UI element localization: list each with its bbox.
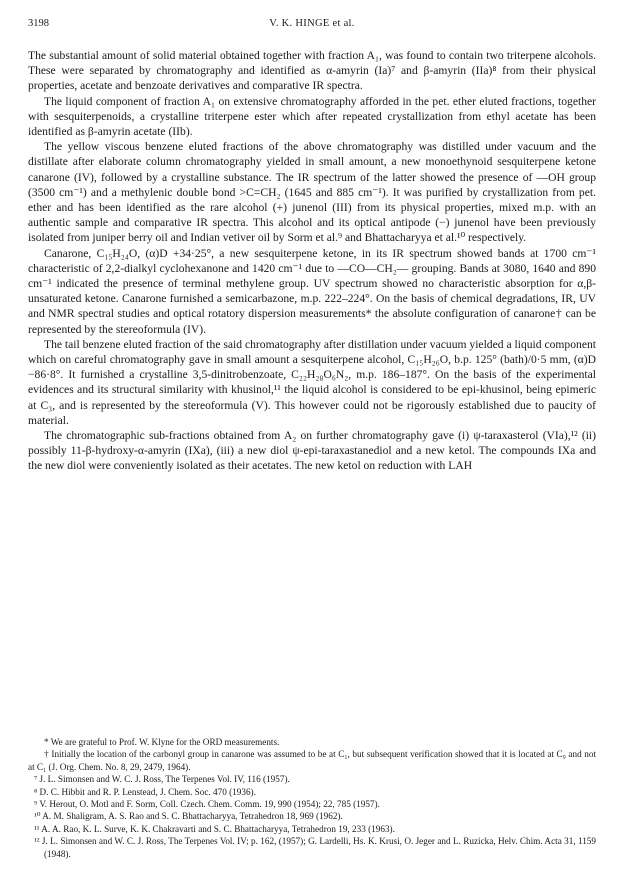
reference-10: ¹⁰ A. M. Shaligram, A. S. Rao and S. C. Bhattacharyya, Tetrahedron 18, 969 (1962).	[34, 811, 343, 822]
paragraph-1: The substantial amount of solid material obtained together with fraction A₁, was found to contain two triterpene alcohols. These were separated by chromatography and identified as α-amyrin (Ia)⁷ and β-amyrin (IIa)⁸ from their physical properties, acetate and benzoate derivatives and comparative IR spectra.	[28, 49, 596, 93]
article-body	[28, 48, 596, 474]
footnote-carbonyl: † Initially the location of the carbonyl group in canarone was assumed to be at C₁, but subsequent verification showed that it is located at C₉ and not at C₁ (J. Org. Chem. No. 8, 29, 2479, 1964).	[28, 749, 596, 772]
running-title: V. K. HINGE et al.	[269, 18, 355, 29]
reference-12: ¹² J. L. Simonsen and W. C. J. Ross, The Terpenes Vol. IV; p. 162, (1957); G. Lardelli, Hs. K. Krusi, O. Jeger and L. Ruzicka, Helv. Chim. Acta 31, 1159 (1948).	[34, 836, 596, 859]
reference-9: ⁹ V. Herout, O. Motl and F. Sorm, Coll. Czech. Chem. Comm. 19, 990 (1954); 22, 785 (1957).	[34, 799, 380, 810]
page-header	[28, 18, 596, 34]
paragraph-2: The liquid component of fraction A₁ on extensive chromatography afforded in the pet. ether eluted fractions, together with sesquiterpenoids, a crystalline triterpene ester which after repeated crystallization from ethyl acetate has been identified as β-amyrin acetate (IIb).	[28, 94, 596, 139]
reference-7: ⁷ J. L. Simonsen and W. C. J. Ross, The Terpenes Vol. IV, 116 (1957).	[34, 774, 290, 785]
paragraph-3: The yellow viscous benzene eluted fractions of the above chromatography was distilled under vacuum and the distillate after elaborate column chromatography yielded in small amount, a new monoethynoid sesquiterpene ketone canarone (IV), followed by a crystalline substance. The IR spectrum of the latter showed the presence of —OH group (3500 cm⁻¹) and a methylenic double bond >C=CH₂ (1645 and 885 cm⁻¹). It was purified by crystallization from pet. ether and has been identified as the rare alcohol (+) junenol (III) from its physical properties, mixed m.p. with an authentic sample and comparative IR spectra. This alcohol and its optical antipode (−) junenol have been previously isolated from juniper berry oil and Indian vetiver oil by Sorm et al.⁹ and Bhattacharyya et al.¹⁰ respectively.	[28, 140, 596, 245]
footnote-ord: * We are grateful to Prof. W. Klyne for the ORD measurements.	[44, 737, 280, 747]
footnotes	[28, 736, 596, 860]
paragraph-6: The chromatographic sub-fractions obtained from A₂ on further chromatography gave (i) ψ-taraxasterol (VIa),¹² (ii) possibly 11-β-hydroxy-α-amyrin (IXa), (iii) a new diol ψ-epi-taraxastanediol and a new ketol. The compounds IXa and the new diol were conveniently isolated as their acetates. The new ketol on reduction with LAH	[28, 429, 596, 473]
paragraph-5: The tail benzene eluted fraction of the said chromatography after distillation under vacuum yielded a liquid component which on careful chromatography gave in small amount a sesquiterpene alcohol, C₁₅H₂₆O, b.p. 125° (bath)/0·5 mm, (α)D −86·8°. It furnished a crystalline 3,5-dinitrobenzoate, C₂₂H₂₈O₆N₂, m.p. 186–187°. On the basis of the experimental evidences and its structural similarity with khusinol,¹¹ the liquid alcohol is considered to be epi-khusinol, being epimeric at C₃, and is represented by the stereoformula (V). This however could not be rigorously established due to paucity of material.	[28, 337, 596, 427]
paragraph-4: Canarone, C₁₅H₂₄O, (α)D +34·25°, a new sesquiterpene ketone, in its IR spectrum showed bands at 1700 cm⁻¹ characteristic of 2,2-dialkyl cyclohexanone and 1420 cm⁻¹ due to —CO—CH₂— grouping. Bands at 3080, 1640 and 890 cm⁻¹ indicated the presence of terminal methylene group. UV spectrum showed no characteristic absorption for α,β-unsaturated ketone. Canarone furnished a semicarbazone, m.p. 222–224°. On the basis of chemical degradations, IR, UV and NMR spectral studies and optical rotatory dispersion measurements* the absolute configuration of canarone† can be represented by the stereoformula (IV).	[28, 246, 596, 336]
reference-8: ⁸ D. C. Hibbit and R. P. Lenstead, J. Chem. Soc. 470 (1936).	[34, 786, 256, 797]
reference-11: ¹¹ A. A. Rao, K. L. Surve, K. K. Chakravarti and S. C. Bhattacharyya, Tetrahedron 19, 233 (1963).	[34, 823, 395, 834]
page-number: 3198	[28, 18, 49, 29]
